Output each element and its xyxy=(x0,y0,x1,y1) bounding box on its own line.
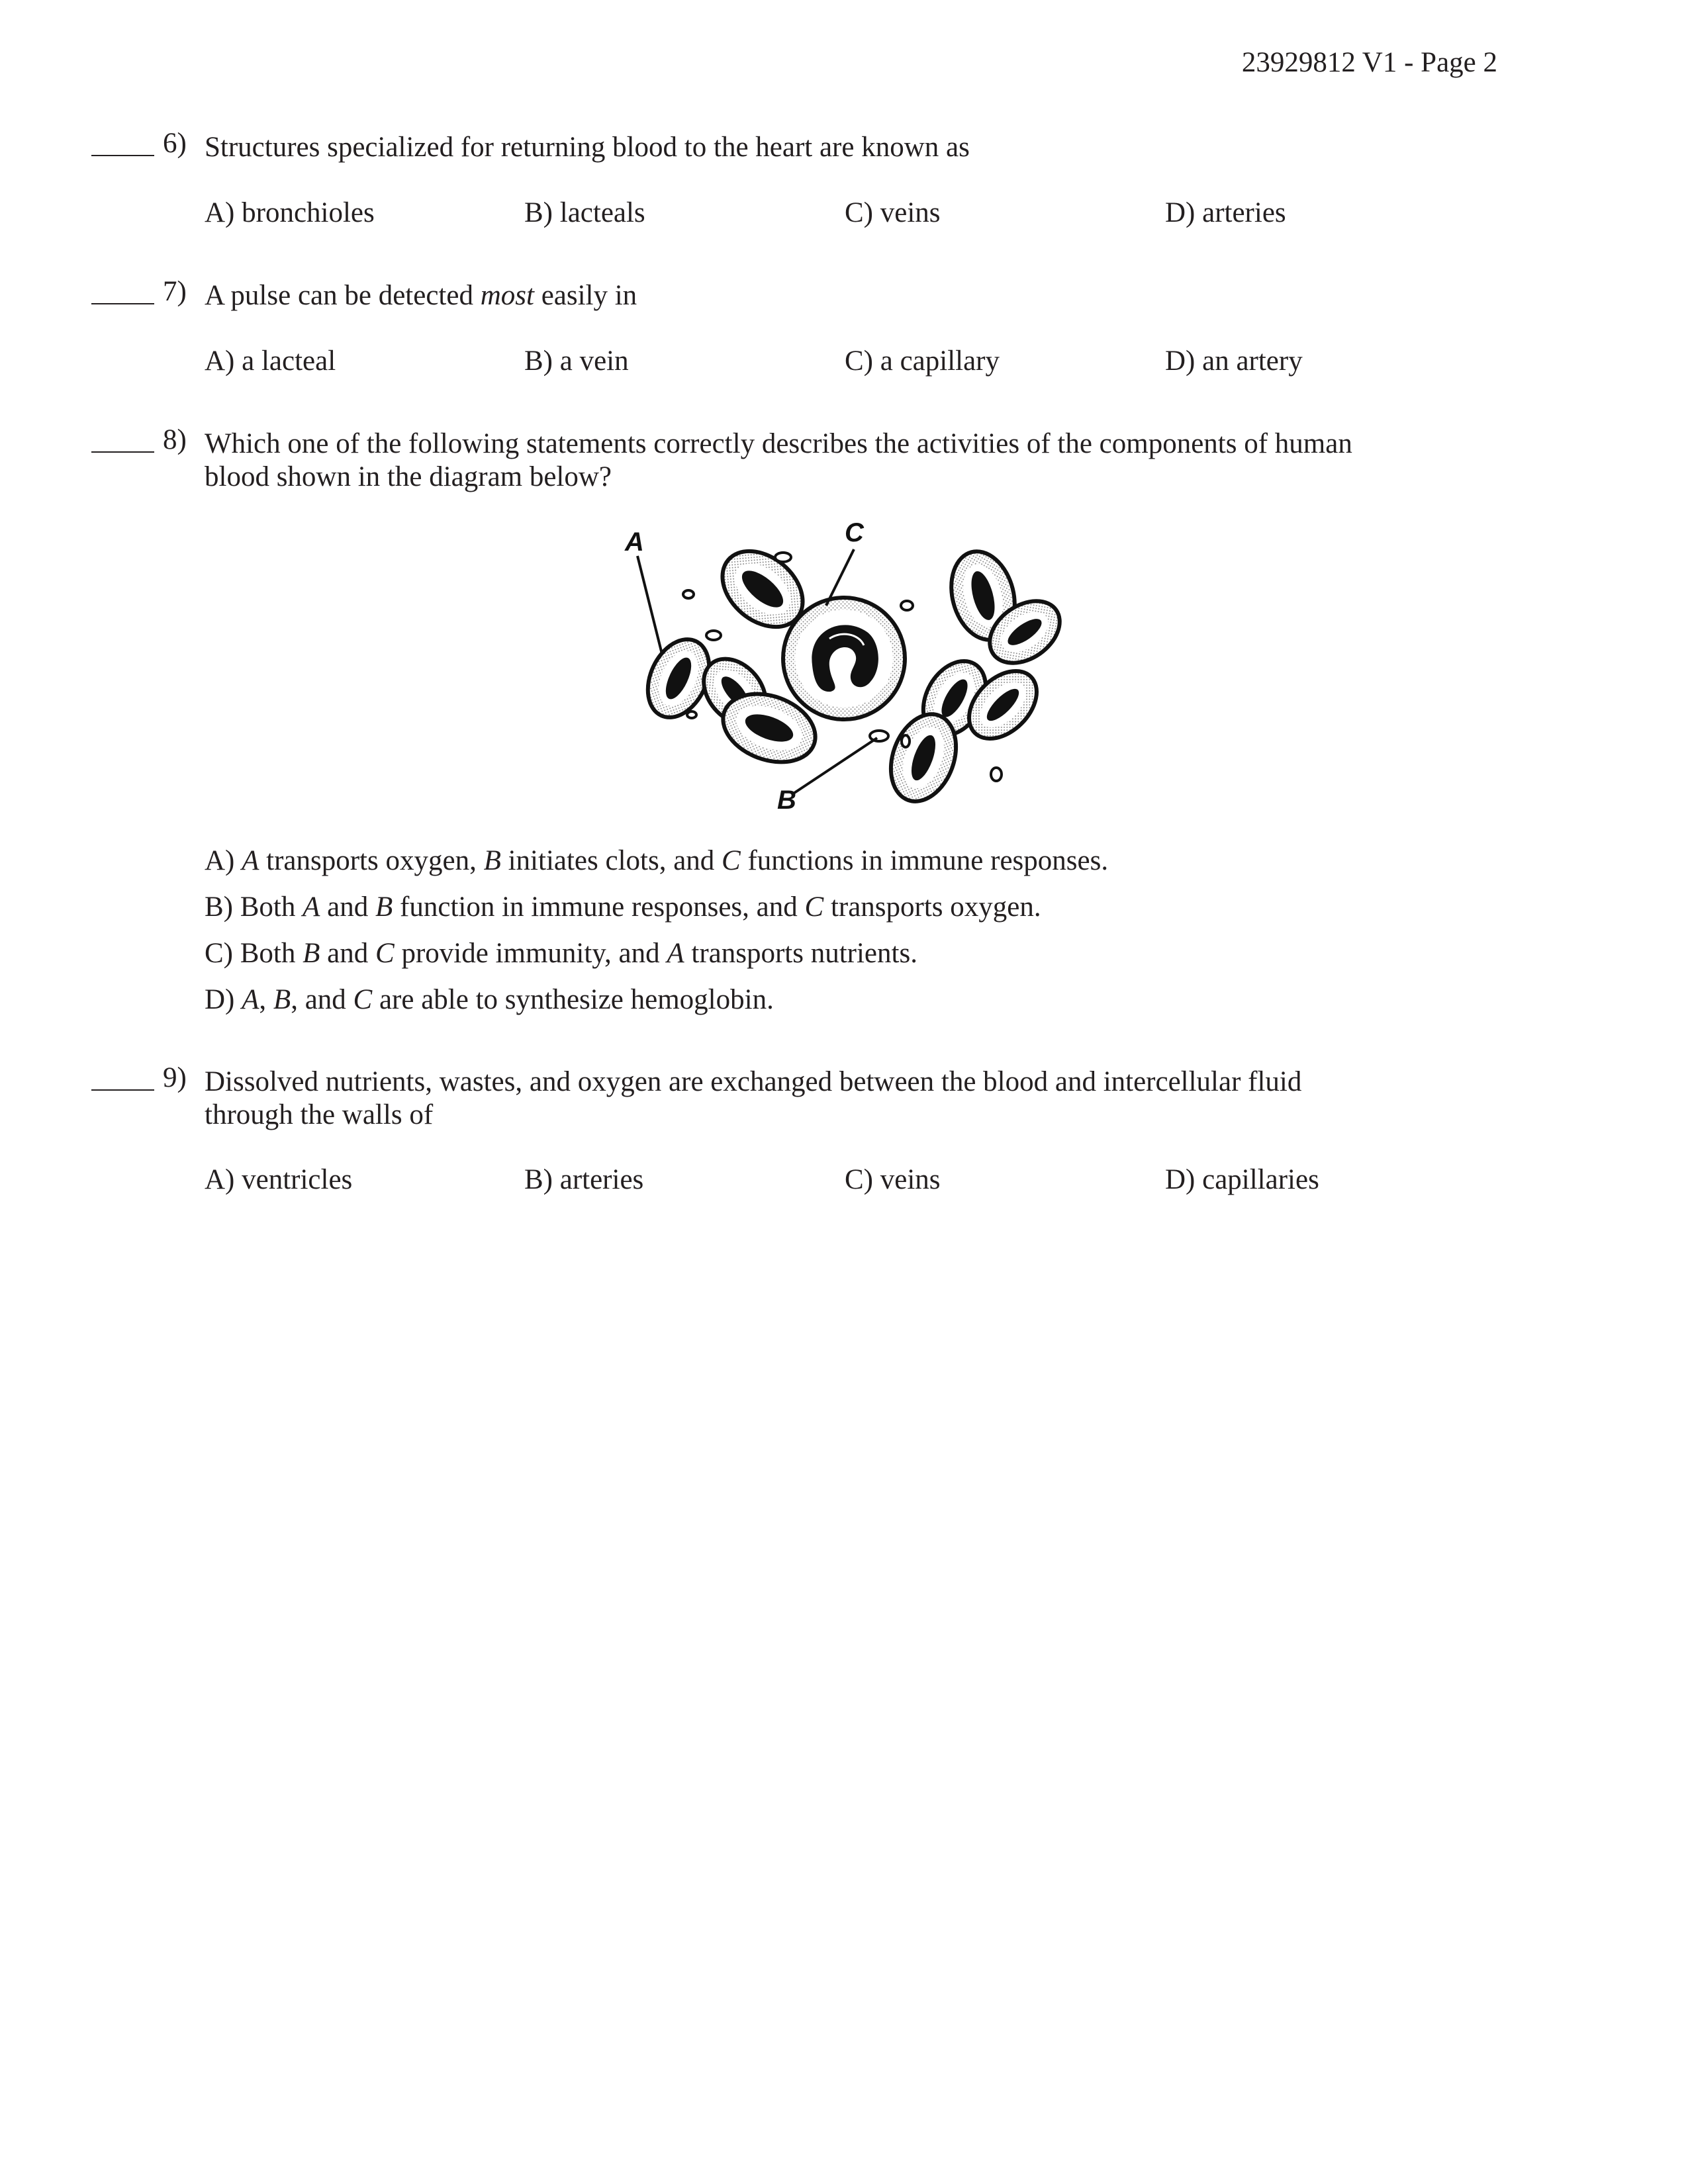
choice-var: B xyxy=(303,938,320,969)
choice-var: B xyxy=(483,845,501,876)
choice-text: , xyxy=(259,984,273,1015)
choice-text: initiates clots, and xyxy=(500,845,722,876)
choice-a: A) bronchioles xyxy=(205,197,375,228)
choice-text: , and xyxy=(291,984,353,1015)
choice-b: B) lacteals xyxy=(524,197,645,228)
label-c: C xyxy=(845,518,864,547)
choice-a: A) a lacteal xyxy=(205,345,336,377)
stem-line: Dissolved nutrients, wastes, and oxygen are exchanged between the blood and intercellular fluid xyxy=(205,1066,1302,1097)
question-stem xyxy=(205,428,1495,494)
stem-line: through the walls of xyxy=(205,1099,434,1130)
choice-c: C) veins xyxy=(845,197,941,228)
choice-a xyxy=(205,844,1108,877)
choice-text: and xyxy=(320,891,376,923)
choice-text: are able to synthesize hemoglobin. xyxy=(372,984,774,1015)
answer-blank-6[interactable] xyxy=(91,155,154,156)
choice-text: and xyxy=(320,938,376,969)
choice-b xyxy=(205,891,1041,923)
blood-cells-diagram xyxy=(616,510,1079,821)
choice-var: C xyxy=(375,938,395,969)
choice-d: D) arteries xyxy=(1165,197,1286,228)
choice-prefix: B) Both xyxy=(205,891,303,923)
choice-var: B xyxy=(273,984,291,1015)
label-a: A xyxy=(625,527,644,557)
choice-c: C) veins xyxy=(845,1164,941,1195)
page-header: 23929812 V1 - Page 2 xyxy=(1241,47,1497,78)
choice-var: C xyxy=(353,984,373,1015)
stem-line: Which one of the following statements correctly describes the activities of the components of human xyxy=(205,428,1352,459)
choice-var: A xyxy=(303,891,320,923)
question-number: 6) xyxy=(163,128,187,159)
stem-text: A pulse can be detected xyxy=(205,280,481,311)
stem-text: easily in xyxy=(534,280,637,311)
question-stem: Structures specialized for returning blood to the heart are known as xyxy=(205,132,970,163)
question-number: 8) xyxy=(163,424,187,455)
stem-emphasis: most xyxy=(480,280,534,311)
choice-prefix: D) xyxy=(205,984,242,1015)
choice-a: A) ventricles xyxy=(205,1164,353,1195)
question-number: 7) xyxy=(163,276,187,307)
choice-d xyxy=(205,983,774,1016)
choice-text: function in immune responses, and xyxy=(393,891,805,923)
choice-text: transports nutrients. xyxy=(684,938,917,969)
choice-c: C) a capillary xyxy=(845,345,1000,377)
choice-var: A xyxy=(242,984,259,1015)
choice-text: functions in immune responses. xyxy=(740,845,1109,876)
choice-c xyxy=(205,937,917,970)
choice-prefix: A) xyxy=(205,845,242,876)
choice-prefix: C) Both xyxy=(205,938,303,969)
question-stem xyxy=(205,1066,1495,1132)
choice-b: B) arteries xyxy=(524,1164,644,1195)
choice-text: provide immunity, and xyxy=(394,938,667,969)
label-b: B xyxy=(777,786,796,815)
choice-d: D) capillaries xyxy=(1165,1164,1319,1195)
choice-var: B xyxy=(375,891,393,923)
white-blood-cell xyxy=(783,598,905,719)
choice-text: transports oxygen. xyxy=(823,891,1041,923)
choice-text: transports oxygen, xyxy=(259,845,484,876)
answer-blank-9[interactable] xyxy=(91,1089,154,1091)
choice-var: C xyxy=(804,891,824,923)
choice-b: B) a vein xyxy=(524,345,629,377)
choice-var: A xyxy=(242,845,259,876)
answer-blank-8[interactable] xyxy=(91,451,154,453)
question-number: 9) xyxy=(163,1062,187,1093)
answer-blank-7[interactable] xyxy=(91,303,154,304)
choice-var: A xyxy=(667,938,684,969)
choice-d: D) an artery xyxy=(1165,345,1303,377)
question-stem xyxy=(205,279,1495,312)
choice-var: C xyxy=(722,845,741,876)
stem-line: blood shown in the diagram below? xyxy=(205,461,612,492)
